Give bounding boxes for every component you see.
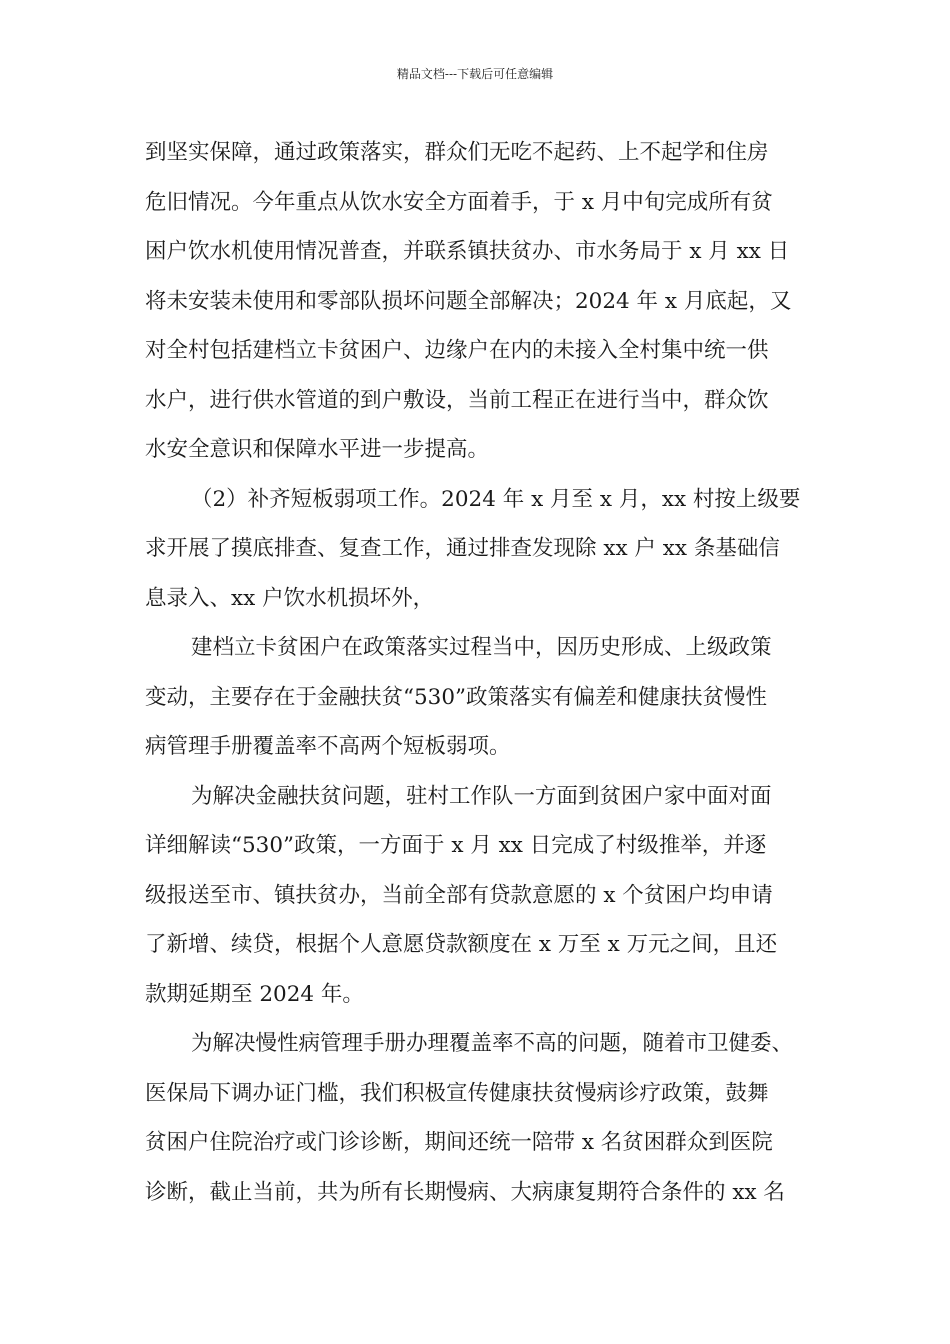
text-line: 对全村包括建档立卡贫困户、边缘户在内的未接入全村集中统一供 — [145, 338, 769, 363]
paragraph-first-line: 建档立卡贫困户在政策落实过程当中，因历史形成、上级政策 — [191, 635, 772, 660]
paragraph-first-line: 为解决慢性病管理手册办理覆盖率不高的问题，随着市卫健委、 — [191, 1031, 794, 1056]
text-line: 息录入、xx 户饮水机损坏外， — [145, 585, 435, 611]
text-line: 贫困户住院治疗或门诊诊断，期间还统一陪带 x 名贫困群众到医院 — [145, 1130, 773, 1155]
text-line: 到坚实保障，通过政策落实，群众们无吃不起药、上不起学和住房 — [145, 140, 769, 165]
text-line: 款期延期至 2024 年。 — [145, 981, 364, 1007]
text-line: 水户，进行供水管道的到户敷设，当前工程正在进行当中，群众饮 — [145, 387, 769, 413]
text-line: 了新增、续贷，根据个人意愿贷款额度在 x 万至 x 万元之间，且还 — [145, 932, 778, 957]
text-line: 水安全意识和保障水平进一步提高。 — [145, 437, 490, 462]
text-line: 病管理手册覆盖率不高两个短板弱项。 — [145, 734, 511, 759]
paragraph-first-line: 为解决金融扶贫问题，驻村工作队一方面到贫困户家中面对面 — [191, 783, 772, 809]
text-line: 变动，主要存在于金融扶贫“530”政策落实有偏差和健康扶贫慢性 — [145, 684, 768, 710]
paragraph-first-line: （2）补齐短板弱项工作。2024 年 x 月至 x 月，xx 村按上级要 — [191, 486, 801, 512]
document-body — [145, 128, 815, 1217]
text-line: 诊断，截止当前，共为所有长期慢病、大病康复期符合条件的 xx 名 — [145, 1179, 785, 1205]
text-line: 医保局下调办证门槛，我们积极宣传健康扶贫慢病诊疗政策，鼓舞 — [145, 1080, 769, 1106]
text-line: 详细解读“530”政策，一方面于 x 月 xx 日完成了村级推举，并逐 — [145, 833, 767, 858]
text-line: 求开展了摸底排查、复查工作，通过排查发现除 xx 户 xx 条基础信 — [145, 536, 780, 561]
text-line: 困户饮水机使用情况普查，并联系镇扶贫办、市水务局于 x 月 xx 日 — [145, 239, 790, 264]
text-line: 将未安装未使用和零部队损坏问题全部解决；2024 年 x 月底起，又 — [145, 288, 792, 314]
page-header: 精品文档---下载后可任意编辑 — [396, 67, 554, 81]
text-line: 级报送至市、镇扶贫办，当前全部有贷款意愿的 x 个贫困户均申请 — [145, 882, 773, 908]
text-line: 危旧情况。今年重点从饮水安全方面着手，于 x 月中旬完成所有贫 — [145, 189, 773, 215]
